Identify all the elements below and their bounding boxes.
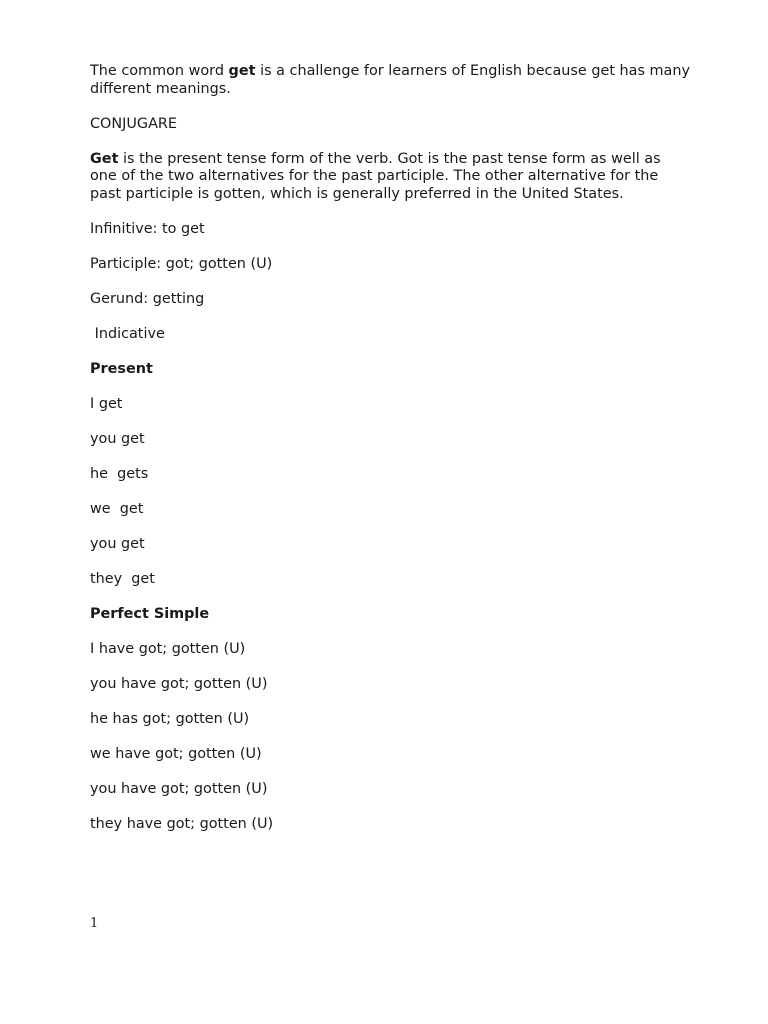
definition-bold-word: Get xyxy=(90,150,119,167)
intro-prefix: The common word xyxy=(90,63,229,79)
conjugation-row: you get xyxy=(90,535,145,552)
conjugation-row: you have got; gotten (U) xyxy=(90,675,268,692)
conjugation-row: I get xyxy=(90,395,123,412)
intro-paragraph xyxy=(90,63,695,98)
intro-bold-word: get xyxy=(228,63,256,79)
conjugation-row: we get xyxy=(90,500,144,517)
definition-paragraph xyxy=(90,151,690,204)
definition-text: is the present tense form of the verb. Got is the past tense form as well as one of the two alternatives for the past participle. The other alternative for the past participle is gotten, which is generally preferred in the United States. xyxy=(90,150,666,202)
conjugation-row: they have got; gotten (U) xyxy=(90,815,274,832)
conjugation-row: you have got; gotten (U) xyxy=(90,780,268,797)
conjugation-row: they get xyxy=(90,570,155,587)
tense-heading-perfect-simple: Perfect Simple xyxy=(90,605,210,622)
conjugation-row: we have got; gotten (U) xyxy=(90,745,262,762)
intro-suffix: is a challenge for learners of English because get has many different meanings. xyxy=(90,63,695,97)
conjugation-row: he gets xyxy=(90,465,149,482)
document-page xyxy=(90,63,695,833)
mood-label: Indicative xyxy=(90,325,165,342)
conjugation-row: you get xyxy=(90,430,145,447)
conjugation-row: he has got; gotten (U) xyxy=(90,710,250,727)
conjugation-row: I have got; gotten (U) xyxy=(90,640,246,657)
gerund-line: Gerund: getting xyxy=(90,290,205,307)
section-label: CONJUGARE xyxy=(90,115,178,132)
infinitive-line: Infinitive: to get xyxy=(90,220,205,237)
tense-heading-present: Present xyxy=(90,360,153,377)
page-number: 1 xyxy=(90,916,99,931)
participle-line: Participle: got; gotten (U) xyxy=(90,255,273,272)
